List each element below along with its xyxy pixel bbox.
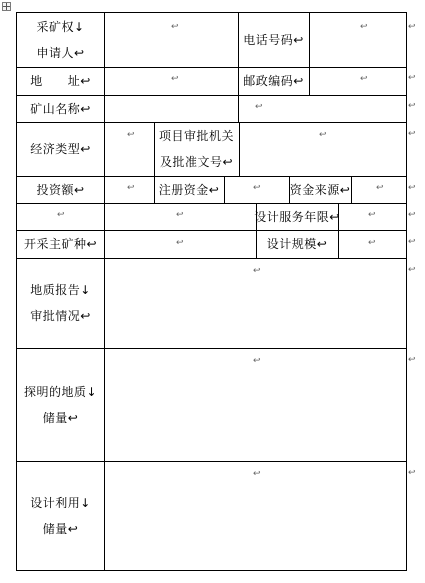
economy-type-label-text: 经济类型↩	[30, 142, 91, 156]
proven-reserve-label	[17, 348, 104, 461]
proven-reserve-label-line1: 探明的地质↓	[23, 384, 98, 399]
row-end-mark: ↩	[408, 468, 416, 478]
main-mineral-value-mark[interactable]: ↩	[176, 238, 184, 248]
design-scale-label-text: 设计规模↩	[266, 237, 328, 251]
design-years-value-mark[interactable]: ↩	[368, 210, 376, 220]
postcode-label-text: 邮政编码↩	[243, 74, 304, 88]
geo-report-value-mark[interactable]: ↩	[253, 266, 261, 276]
table-move-handle-icon[interactable]	[2, 2, 11, 11]
phone-label	[238, 13, 309, 67]
approval-label	[154, 122, 239, 176]
approval-label-line2: 及批准文号↩	[159, 155, 234, 169]
blank-label-mark[interactable]: ↩	[57, 210, 65, 220]
phone-value-mark[interactable]: ↩	[360, 22, 368, 32]
approval-value-mark[interactable]: ↩	[319, 130, 327, 140]
fund-source-label	[289, 176, 351, 203]
address-value-mark[interactable]: ↩	[171, 74, 179, 84]
main-mineral-label	[17, 230, 104, 258]
address-label	[17, 67, 104, 95]
proven-reserve-label-line2: 储量↩	[42, 410, 79, 425]
design-reserve-label-line2: 储量↩	[42, 521, 79, 536]
mine-name-label-text: 矿山名称↩	[30, 101, 91, 116]
geo-report-label-line2: 审批情况↩	[30, 309, 91, 323]
postcode-label	[238, 67, 309, 95]
design-years-label	[256, 203, 338, 230]
design-scale-label	[256, 230, 338, 258]
economy-type-label	[17, 122, 104, 176]
fund-source-label-text: 资金来源↩	[289, 182, 351, 197]
mining-application-table	[16, 12, 407, 571]
design-reserve-label	[17, 461, 104, 570]
proven-reserve-value-mark[interactable]: ↩	[253, 356, 261, 366]
row-end-mark: ↩	[408, 237, 416, 247]
row-end-mark: ↩	[408, 210, 416, 220]
blank-value-mark[interactable]: ↩	[176, 210, 184, 220]
geo-report-label-line1: 地质报告↓	[30, 283, 91, 297]
main-mineral-label-text: 开采主矿种↩	[23, 237, 98, 251]
postcode-value-mark[interactable]: ↩	[360, 74, 368, 84]
applicant-label-line2: 申请人↩	[36, 46, 85, 60]
applicant-label	[17, 13, 104, 67]
phone-label-text: 电话号码↩	[243, 33, 304, 47]
economy-type-value-mark[interactable]: ↩	[127, 130, 135, 140]
row-end-mark: ↩	[408, 355, 416, 365]
design-reserve-value-mark[interactable]: ↩	[253, 469, 261, 479]
address-label-text: 地 址↩	[30, 74, 91, 88]
fund-source-value-mark[interactable]: ↩	[376, 183, 384, 193]
design-scale-value-mark[interactable]: ↩	[368, 238, 376, 248]
design-years-label-text: 设计服务年限↩	[254, 209, 340, 224]
row-end-mark: ↩	[408, 101, 416, 111]
row-end-mark: ↩	[408, 129, 416, 139]
reg-capital-label-text: 注册资金↩	[158, 182, 220, 197]
applicant-value-mark[interactable]: ↩	[171, 22, 179, 32]
mine-name-value-mark[interactable]: ↩	[255, 102, 263, 112]
geo-report-label	[17, 258, 104, 348]
row-end-mark: ↩	[408, 22, 416, 32]
reg-capital-label	[154, 176, 224, 203]
reg-capital-value-mark[interactable]: ↩	[253, 183, 261, 193]
row-end-mark: ↩	[408, 183, 416, 193]
investment-label-text: 投资额↩	[36, 182, 85, 197]
row-end-mark: ↩	[408, 73, 416, 83]
applicant-label-line1: 采矿权↓	[36, 20, 85, 34]
investment-label	[17, 176, 104, 203]
investment-value-mark[interactable]: ↩	[127, 183, 135, 193]
design-reserve-label-line1: 设计利用↓	[30, 495, 91, 510]
approval-label-line1: 项目审批机关	[158, 129, 234, 143]
mine-name-label	[17, 95, 104, 122]
row-end-mark: ↩	[408, 265, 416, 275]
